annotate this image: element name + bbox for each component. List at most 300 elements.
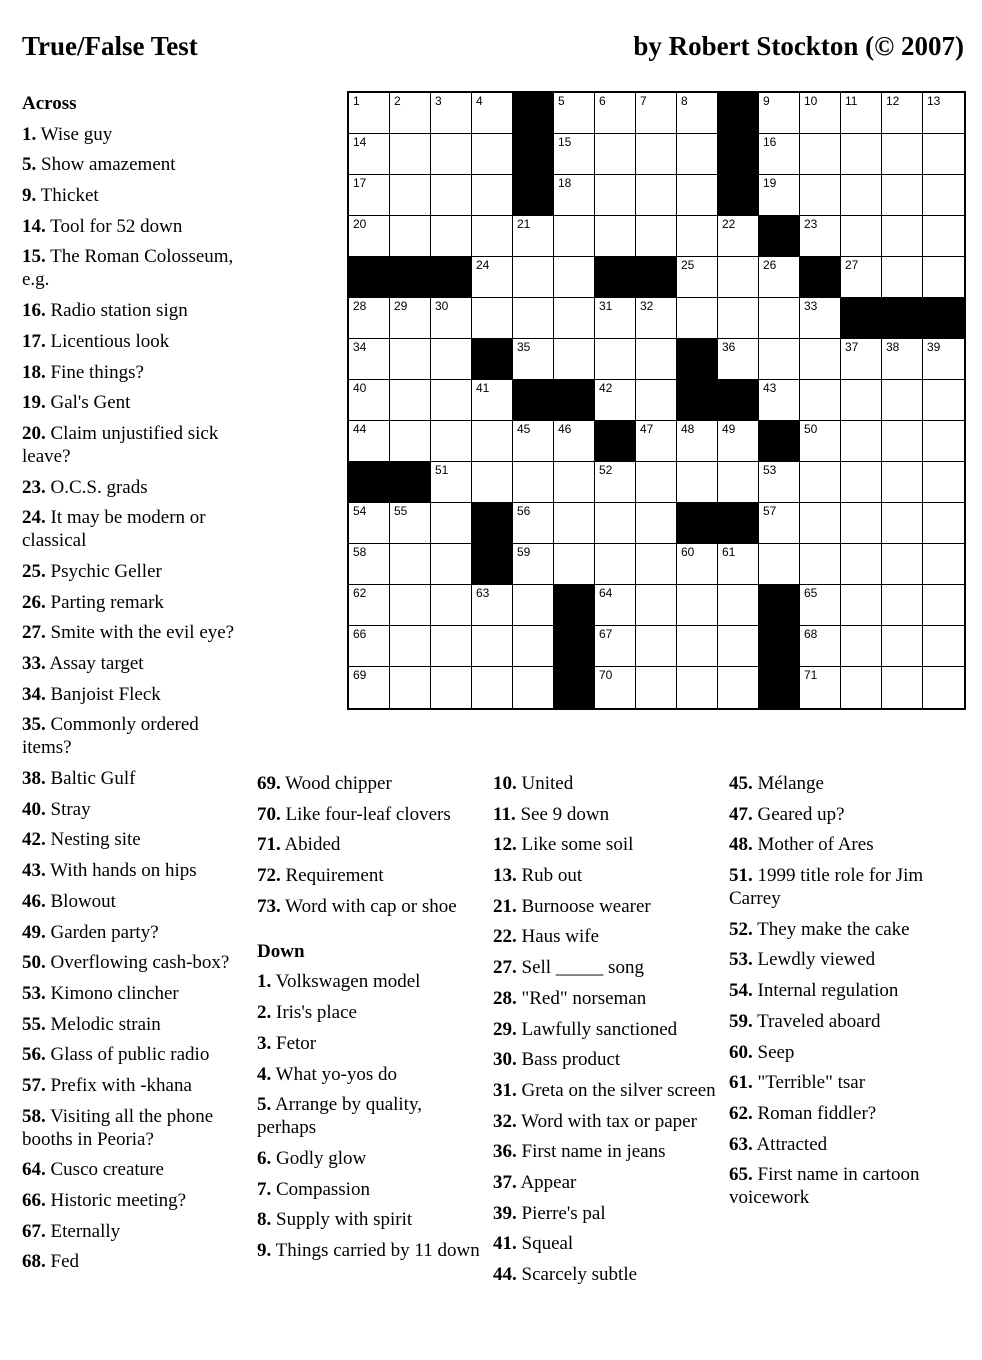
grid-cell[interactable] [636, 544, 677, 585]
grid-cell[interactable] [882, 462, 923, 503]
clue-text: Requirement [285, 865, 384, 887]
grid-cell[interactable] [513, 421, 554, 462]
grid-cell[interactable] [554, 298, 595, 339]
grid-cell[interactable] [554, 93, 595, 134]
grid-cell[interactable] [677, 667, 718, 708]
clue-column-3 [493, 772, 719, 1294]
grid-cell[interactable] [472, 380, 513, 421]
grid-cell[interactable] [841, 626, 882, 667]
crossword-grid [347, 91, 966, 710]
clue-number: 69. [257, 773, 281, 794]
grid-cell[interactable] [841, 585, 882, 626]
across-clue [22, 713, 248, 759]
clue-number: 65. [729, 1164, 753, 1186]
clue-text: See 9 down [520, 803, 610, 825]
grid-block [390, 462, 431, 503]
down-clue [493, 987, 719, 1010]
grid-cell[interactable] [759, 93, 800, 134]
cell-number: 10 [804, 94, 818, 108]
grid-cell[interactable] [841, 339, 882, 380]
grid-cell[interactable] [554, 339, 595, 380]
clue-text: Assay target [49, 653, 144, 674]
grid-cell[interactable] [349, 175, 390, 216]
grid-cell[interactable] [431, 93, 472, 134]
grid-cell[interactable] [636, 175, 677, 216]
clue-text: Wise guy [40, 123, 113, 145]
grid-cell[interactable] [677, 93, 718, 134]
down-clue [729, 864, 955, 910]
cell-number: 15 [558, 135, 572, 149]
grid-cell[interactable] [554, 421, 595, 462]
grid-cell[interactable] [882, 216, 923, 257]
grid-cell[interactable] [513, 257, 554, 298]
grid-cell[interactable] [718, 544, 759, 585]
grid-cell[interactable] [841, 93, 882, 134]
clue-text: Blowout [50, 890, 116, 912]
grid-cell[interactable] [390, 667, 431, 708]
grid-cell[interactable] [513, 339, 554, 380]
grid-cell[interactable] [431, 216, 472, 257]
grid-cell[interactable] [923, 462, 964, 503]
grid-cell[interactable] [513, 544, 554, 585]
grid-block [349, 462, 390, 503]
cell-number: 57 [763, 504, 777, 518]
grid-cell[interactable] [800, 298, 841, 339]
grid-cell[interactable] [636, 216, 677, 257]
clue-text: Appear [520, 1171, 577, 1193]
grid-cell[interactable] [390, 503, 431, 544]
clue-number: 9. [22, 185, 37, 207]
grid-cell[interactable] [718, 667, 759, 708]
grid-block [472, 544, 513, 585]
cell-number: 62 [353, 586, 367, 600]
clue-number: 50. [22, 952, 46, 974]
cell-number: 60 [681, 545, 695, 559]
grid-cell[interactable] [513, 626, 554, 667]
grid-block [595, 257, 636, 298]
cell-number: 40 [353, 381, 367, 395]
grid-cell[interactable] [636, 134, 677, 175]
grid-cell[interactable] [677, 257, 718, 298]
grid-cell[interactable] [595, 667, 636, 708]
cell-number: 34 [353, 340, 367, 354]
grid-cell[interactable] [759, 257, 800, 298]
grid-cell[interactable] [800, 667, 841, 708]
grid-cell[interactable] [718, 462, 759, 503]
grid-cell[interactable] [923, 339, 964, 380]
grid-cell[interactable] [882, 339, 923, 380]
down-clue [729, 1133, 955, 1156]
clue-text: Psychic Geller [50, 560, 162, 582]
clue-number: 66. [22, 1190, 46, 1211]
grid-cell[interactable] [595, 462, 636, 503]
grid-cell[interactable] [349, 503, 390, 544]
grid-cell[interactable] [882, 93, 923, 134]
clue-column-2 [257, 772, 483, 1270]
grid-cell[interactable] [841, 667, 882, 708]
grid-cell[interactable] [636, 503, 677, 544]
grid-cell[interactable] [841, 257, 882, 298]
cell-number: 43 [763, 381, 777, 395]
grid-cell[interactable] [472, 462, 513, 503]
grid-cell[interactable] [431, 380, 472, 421]
across-clue [22, 1105, 248, 1151]
clue-text: Thicket [40, 185, 99, 207]
across-clue [22, 683, 248, 706]
across-clue [22, 245, 248, 291]
grid-cell[interactable] [554, 544, 595, 585]
grid-cell[interactable] [554, 216, 595, 257]
grid-cell[interactable] [431, 544, 472, 585]
grid-cell[interactable] [431, 585, 472, 626]
grid-cell[interactable] [923, 380, 964, 421]
grid-cell[interactable] [513, 298, 554, 339]
grid-cell[interactable] [554, 462, 595, 503]
clue-number: 34. [22, 683, 46, 705]
grid-cell[interactable] [431, 298, 472, 339]
cell-number: 69 [353, 668, 367, 682]
grid-cell[interactable] [923, 421, 964, 462]
grid-cell[interactable] [472, 216, 513, 257]
down-clue [257, 1032, 483, 1055]
grid-cell[interactable] [841, 175, 882, 216]
clue-text: Visiting all the phone booths in Peoria? [22, 1105, 214, 1150]
clue-number: 57. [22, 1074, 46, 1096]
grid-cell[interactable] [677, 134, 718, 175]
grid-cell[interactable] [882, 175, 923, 216]
grid-cell[interactable] [800, 93, 841, 134]
grid-cell[interactable] [718, 339, 759, 380]
grid-cell[interactable] [718, 298, 759, 339]
clue-number: 43. [22, 860, 46, 882]
grid-cell[interactable] [595, 380, 636, 421]
grid-cell[interactable] [636, 421, 677, 462]
grid-cell[interactable] [718, 626, 759, 667]
grid-cell[interactable] [472, 93, 513, 134]
grid-cell[interactable] [759, 339, 800, 380]
grid-cell[interactable] [759, 298, 800, 339]
grid-cell[interactable] [595, 216, 636, 257]
cell-number: 52 [599, 463, 613, 477]
grid-cell[interactable] [431, 175, 472, 216]
cell-number: 12 [886, 94, 900, 108]
grid-cell[interactable] [636, 462, 677, 503]
grid-cell[interactable] [800, 134, 841, 175]
grid-cell[interactable] [759, 544, 800, 585]
clue-text: 1999 title role for Jim Carrey [729, 865, 924, 910]
across-clue [22, 621, 248, 644]
grid-cell[interactable] [882, 257, 923, 298]
grid-cell[interactable] [595, 298, 636, 339]
grid-cell[interactable] [841, 544, 882, 585]
grid-cell[interactable] [923, 175, 964, 216]
grid-cell[interactable] [677, 175, 718, 216]
grid-cell[interactable] [923, 503, 964, 544]
grid-cell[interactable] [390, 134, 431, 175]
grid-cell[interactable] [472, 626, 513, 667]
grid-block [513, 134, 554, 175]
clue-number: 12. [493, 834, 517, 856]
clue-number: 62. [729, 1102, 753, 1124]
grid-cell[interactable] [595, 175, 636, 216]
grid-cell[interactable] [841, 421, 882, 462]
grid-cell[interactable] [882, 544, 923, 585]
grid-cell[interactable] [841, 503, 882, 544]
down-clue [493, 1048, 719, 1071]
grid-cell[interactable] [390, 626, 431, 667]
grid-cell[interactable] [677, 544, 718, 585]
grid-cell[interactable] [759, 503, 800, 544]
grid-cell[interactable] [841, 380, 882, 421]
grid-cell[interactable] [472, 298, 513, 339]
grid-cell[interactable] [882, 667, 923, 708]
clue-number: 8. [257, 1209, 272, 1231]
grid-cell[interactable] [349, 216, 390, 257]
clue-number: 73. [257, 895, 281, 917]
grid-cell[interactable] [800, 503, 841, 544]
grid-cell[interactable] [472, 134, 513, 175]
clue-number: 1. [257, 971, 272, 993]
grid-block [841, 298, 882, 339]
grid-cell[interactable] [513, 462, 554, 503]
grid-cell[interactable] [513, 667, 554, 708]
grid-cell[interactable] [800, 216, 841, 257]
cell-number: 56 [517, 504, 531, 518]
grid-cell[interactable] [636, 667, 677, 708]
cell-number: 47 [640, 422, 654, 436]
cell-number: 32 [640, 299, 654, 313]
grid-cell[interactable] [595, 134, 636, 175]
clue-text: Parting remark [50, 591, 164, 613]
cell-number: 20 [353, 217, 367, 231]
grid-cell[interactable] [390, 216, 431, 257]
grid-cell[interactable] [841, 134, 882, 175]
grid-cell[interactable] [759, 134, 800, 175]
grid-cell[interactable] [390, 175, 431, 216]
grid-cell[interactable] [923, 216, 964, 257]
clue-text: It may be modern or classical [22, 507, 206, 552]
grid-cell[interactable] [759, 462, 800, 503]
grid-cell[interactable] [923, 93, 964, 134]
grid-cell[interactable] [800, 462, 841, 503]
grid-cell[interactable] [595, 503, 636, 544]
clue-number: 13. [493, 865, 517, 887]
grid-cell[interactable] [636, 93, 677, 134]
cell-number: 64 [599, 586, 613, 600]
clue-text: Iris's place [276, 1002, 357, 1024]
grid-cell[interactable] [718, 257, 759, 298]
grid-cell[interactable] [349, 380, 390, 421]
grid-cell[interactable] [554, 503, 595, 544]
grid-block [595, 421, 636, 462]
clue-number: 27. [493, 957, 517, 979]
cell-number: 36 [722, 340, 736, 354]
grid-cell[interactable] [349, 667, 390, 708]
clue-number: 14. [22, 215, 46, 237]
clue-text: Garden party? [50, 921, 159, 943]
grid-cell[interactable] [513, 503, 554, 544]
grid-cell[interactable] [800, 175, 841, 216]
cell-number: 25 [681, 258, 695, 272]
clue-text: Godly glow [276, 1147, 367, 1169]
clue-text: Overflowing cash-box? [50, 952, 230, 974]
grid-cell[interactable] [595, 93, 636, 134]
grid-cell[interactable] [349, 298, 390, 339]
grid-cell[interactable] [390, 544, 431, 585]
grid-cell[interactable] [431, 667, 472, 708]
grid-cell[interactable] [923, 544, 964, 585]
clue-number: 33. [22, 653, 46, 674]
grid-cell[interactable] [759, 380, 800, 421]
grid-block [513, 93, 554, 134]
clue-text: Haus wife [521, 926, 600, 948]
grid-cell[interactable] [472, 421, 513, 462]
grid-cell[interactable] [882, 134, 923, 175]
grid-cell[interactable] [759, 175, 800, 216]
grid-cell[interactable] [882, 421, 923, 462]
grid-cell[interactable] [677, 585, 718, 626]
grid-cell[interactable] [595, 339, 636, 380]
grid-cell[interactable] [513, 585, 554, 626]
grid-cell[interactable] [349, 585, 390, 626]
grid-cell[interactable] [677, 298, 718, 339]
grid-block [472, 339, 513, 380]
grid-cell[interactable] [554, 134, 595, 175]
cell-number: 2 [394, 94, 401, 108]
clue-number: 1. [22, 123, 37, 145]
cell-number: 6 [599, 94, 606, 108]
grid-block [759, 626, 800, 667]
grid-cell[interactable] [882, 626, 923, 667]
grid-cell[interactable] [472, 585, 513, 626]
clue-number: 49. [22, 921, 46, 943]
grid-cell[interactable] [882, 380, 923, 421]
cell-number: 23 [804, 217, 818, 231]
grid-cell[interactable] [349, 339, 390, 380]
cell-number: 44 [353, 422, 367, 436]
across-clue [22, 798, 248, 821]
clue-text: Sell _____ song [521, 957, 644, 979]
grid-cell[interactable] [472, 667, 513, 708]
grid-cell[interactable] [677, 421, 718, 462]
grid-cell[interactable] [800, 380, 841, 421]
grid-cell[interactable] [472, 175, 513, 216]
grid-cell[interactable] [390, 93, 431, 134]
grid-cell[interactable] [390, 298, 431, 339]
grid-cell[interactable] [472, 257, 513, 298]
grid-cell[interactable] [923, 667, 964, 708]
grid-cell[interactable] [636, 626, 677, 667]
grid-cell[interactable] [349, 134, 390, 175]
grid-cell[interactable] [841, 462, 882, 503]
grid-cell[interactable] [923, 626, 964, 667]
grid-cell[interactable] [636, 298, 677, 339]
grid-cell[interactable] [882, 503, 923, 544]
grid-cell[interactable] [431, 462, 472, 503]
grid-cell[interactable] [390, 380, 431, 421]
clue-text: Claim unjustified sick leave? [22, 422, 219, 467]
cell-number: 42 [599, 381, 613, 395]
grid-cell[interactable] [800, 585, 841, 626]
grid-cell[interactable] [718, 216, 759, 257]
grid-cell[interactable] [718, 585, 759, 626]
grid-cell[interactable] [677, 626, 718, 667]
grid-cell[interactable] [349, 93, 390, 134]
grid-cell[interactable] [554, 175, 595, 216]
grid-cell[interactable] [431, 339, 472, 380]
across-clue [22, 361, 248, 384]
across-clue [22, 506, 248, 552]
clue-text: Things carried by 11 down [275, 1239, 480, 1261]
across-clue [22, 1043, 248, 1066]
grid-cell[interactable] [431, 626, 472, 667]
grid-cell[interactable] [513, 216, 554, 257]
clue-text: Cusco creature [50, 1159, 164, 1181]
grid-cell[interactable] [718, 421, 759, 462]
grid-cell[interactable] [554, 257, 595, 298]
cell-number: 66 [353, 627, 367, 641]
grid-cell[interactable] [595, 585, 636, 626]
clue-text: Burnoose wearer [521, 895, 651, 917]
grid-cell[interactable] [800, 339, 841, 380]
grid-cell[interactable] [636, 585, 677, 626]
grid-cell[interactable] [431, 421, 472, 462]
clue-text: Eternally [50, 1220, 121, 1242]
grid-cell[interactable] [390, 421, 431, 462]
grid-cell[interactable] [677, 462, 718, 503]
grid-cell[interactable] [349, 421, 390, 462]
grid-cell[interactable] [800, 544, 841, 585]
grid-cell[interactable] [800, 626, 841, 667]
cell-number: 53 [763, 463, 777, 477]
clue-number: 51. [729, 865, 753, 887]
grid-cell[interactable] [841, 216, 882, 257]
cell-number: 31 [599, 299, 613, 313]
grid-cell[interactable] [390, 585, 431, 626]
across-clue [22, 921, 248, 944]
down-clue [729, 803, 955, 826]
grid-cell[interactable] [431, 134, 472, 175]
clue-number: 5. [257, 1094, 272, 1116]
across-clue [22, 299, 248, 322]
grid-cell[interactable] [677, 216, 718, 257]
grid-cell[interactable] [923, 585, 964, 626]
cell-number: 48 [681, 422, 695, 436]
grid-block [472, 503, 513, 544]
grid-cell[interactable] [923, 134, 964, 175]
clue-text: The Roman Colosseum, e.g. [22, 246, 234, 291]
grid-cell[interactable] [349, 544, 390, 585]
grid-cell[interactable] [923, 257, 964, 298]
grid-cell[interactable] [636, 339, 677, 380]
grid-cell[interactable] [800, 421, 841, 462]
clue-number: 38. [22, 768, 46, 790]
across-clue [257, 833, 483, 856]
grid-cell[interactable] [431, 503, 472, 544]
grid-cell[interactable] [595, 626, 636, 667]
grid-cell[interactable] [595, 544, 636, 585]
clue-text: Word with tax or paper [521, 1110, 697, 1132]
grid-cell[interactable] [636, 380, 677, 421]
cell-number: 38 [886, 340, 900, 354]
grid-cell[interactable] [882, 585, 923, 626]
clue-number: 31. [493, 1079, 517, 1101]
clue-number: 19. [22, 392, 46, 414]
grid-cell[interactable] [390, 339, 431, 380]
grid-block [513, 380, 554, 421]
clue-number: 26. [22, 591, 46, 613]
grid-cell[interactable] [349, 626, 390, 667]
